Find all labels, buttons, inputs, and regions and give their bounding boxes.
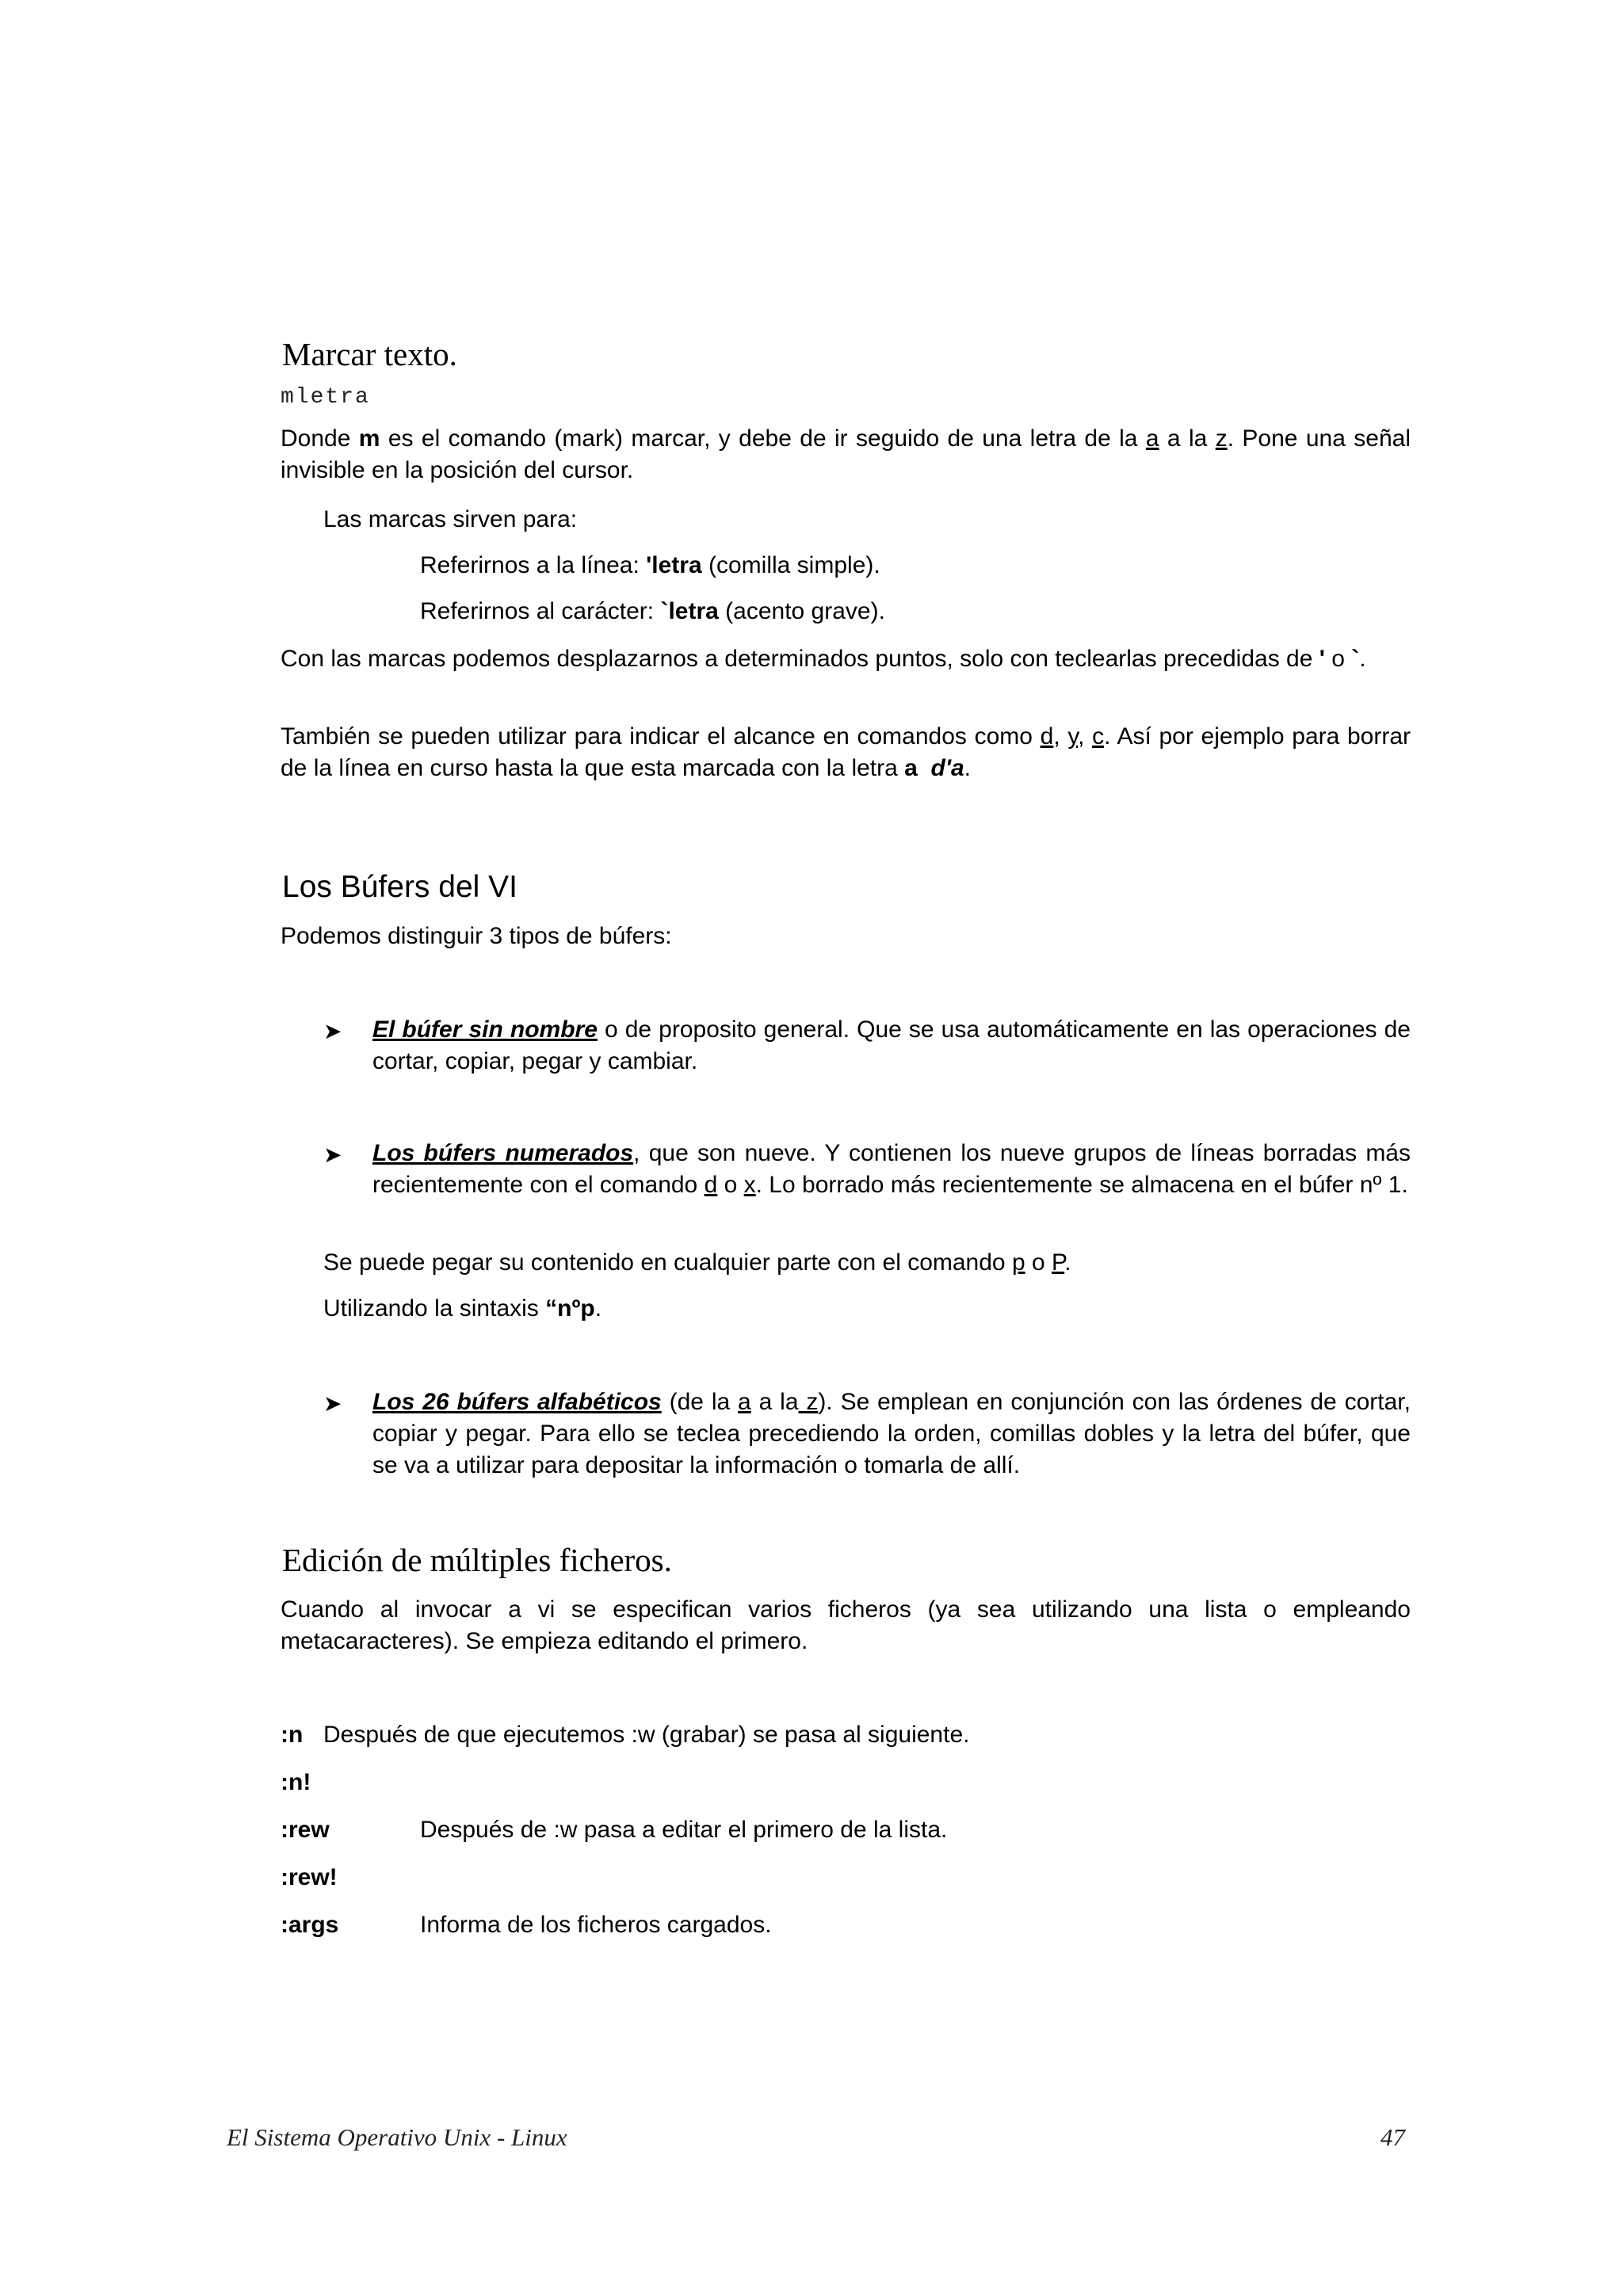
list-item-bufer-sin-nombre: El búfer sin nombre o de proposito general. Que se usa automáticamente en las operaciones de cortar, copiar, pegar y cambiar. xyxy=(372,1016,1411,1074)
list-item-bufers-numerados: Los búfers numerados, que son nueve. Y contienen los nueve grupos de líneas borradas más recientemente con el comando d o x. Lo borrado más recientemente se almacena en el búfer nº 1. xyxy=(372,1140,1411,1198)
arrowhead-bullet-icon: ➤ xyxy=(323,1142,342,1167)
command-n: :n xyxy=(281,1722,304,1748)
command-args-description: Informa de los ficheros cargados. xyxy=(420,1912,772,1938)
syntax-instruction: Utilizando la sintaxis “nºp. xyxy=(323,1295,602,1322)
paragraph-mark-description: Donde m es el comando (mark) marcar, y debe de ir seguido de una letra de la a a la z. Pone una señal invisible en la posición del cursor. xyxy=(281,425,1411,483)
arrowhead-bullet-icon: ➤ xyxy=(323,1391,342,1416)
section-heading-edicion: Edición de múltiples ficheros. xyxy=(282,1542,672,1578)
mark-use-char: Referirnos al carácter: `letra (acento grave). xyxy=(420,598,885,624)
marks-uses-intro: Las marcas sirven para: xyxy=(323,506,578,532)
command-n-force: :n! xyxy=(281,1769,311,1795)
command-rew-description: Después de :w pasa a editar el primero de la lista. xyxy=(420,1817,948,1843)
command-args: :args xyxy=(281,1912,339,1938)
list-item-bufers-alfabeticos: Los 26 búfers alfabéticos (de la a a la z). Se emplean en conjunción con las órdenes de cortar, copiar y pegar. Para ello se teclea precediendo la orden, comillas dobles y la letra del búfer, que se va a utilizar para depositar la información o tomarla de allí. xyxy=(372,1389,1411,1478)
command-rew-force: :rew! xyxy=(281,1864,338,1890)
section-heading-marcar: Marcar texto. xyxy=(282,336,457,372)
section-heading-bufers: Los Búfers del VI xyxy=(282,870,517,904)
footer-title: El Sistema Operativo Unix - Linux xyxy=(227,2123,567,2151)
paste-instruction: Se puede pegar su contenido en cualquier parte con el comando p o P. xyxy=(323,1249,1071,1276)
paragraph-multiple-files: Cuando al invocar a vi se especifican varios ficheros (ya sea utilizando una lista o empleando metacaracteres). Se empieza editando el primero. xyxy=(281,1596,1411,1654)
paragraph-marks-range: También se pueden utilizar para indicar el alcance en comandos como d, y, c. Así por ejemplo para borrar de la línea en curso hasta la que esta marcada con la letra a d'a. xyxy=(281,723,1411,781)
paragraph-marks-navigation: Con las marcas podemos desplazarnos a determinados puntos, solo con teclearlas precedidas de ' o `. xyxy=(281,646,1366,672)
bufers-intro: Podemos distinguir 3 tipos de búfers: xyxy=(281,923,672,949)
command-n-description: Después de que ejecutemos :w (grabar) se pasa al siguiente. xyxy=(323,1722,970,1748)
arrowhead-bullet-icon: ➤ xyxy=(323,1019,342,1043)
mark-use-line: Referirnos a la línea: 'letra (comilla simple). xyxy=(420,552,880,578)
command-rew: :rew xyxy=(281,1817,330,1843)
page-number: 47 xyxy=(1381,2123,1405,2151)
syntax-mletra: mletra xyxy=(281,385,370,410)
